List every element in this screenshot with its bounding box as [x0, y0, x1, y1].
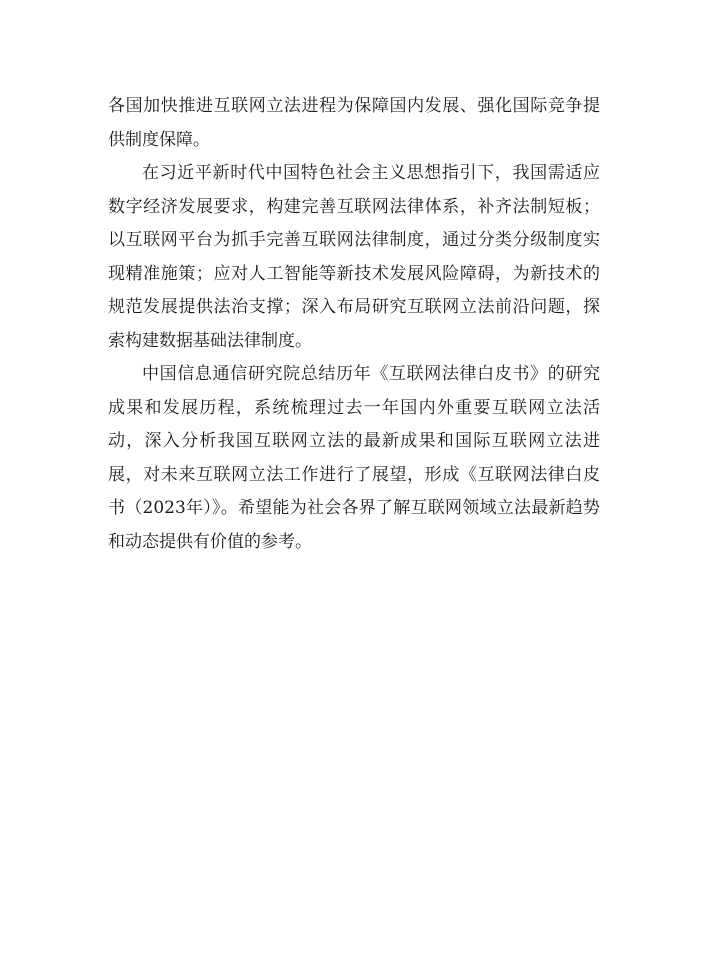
body-text — [108, 90, 600, 559]
paragraph-1: 各国加快推进互联网立法进程为保障国内发展、强化国际竞争提供制度保障。 — [108, 96, 600, 150]
paragraph-3: 中国信息通信研究院总结历年《互联网法律白皮书》的研究成果和发展历程，系统梳理过去一年国内外重要互联网立法活动，深入分析我国互联网立法的最新成果和国际互联网立法进展，对未来互联网立法工作进行了展望，形成《互联网法律白皮书（2023年）》。希望能为社会各界了解互联网领域立法最新趋势和动态提供有价值的参考。 — [108, 364, 600, 552]
paragraph-2: 在习近平新时代中国特色社会主义思想指引下，我国需适应数字经济发展要求，构建完善互联网法律体系，补齐法制短板；以互联网平台为抓手完善互联网法律制度，通过分类分级制度实现精准施策；应对人工智能等新技术发展风险障碍，为新技术的规范发展提供法治支撑；深入布局研究互联网立法前沿问题，探索构建数据基础法律制度。 — [108, 163, 600, 351]
